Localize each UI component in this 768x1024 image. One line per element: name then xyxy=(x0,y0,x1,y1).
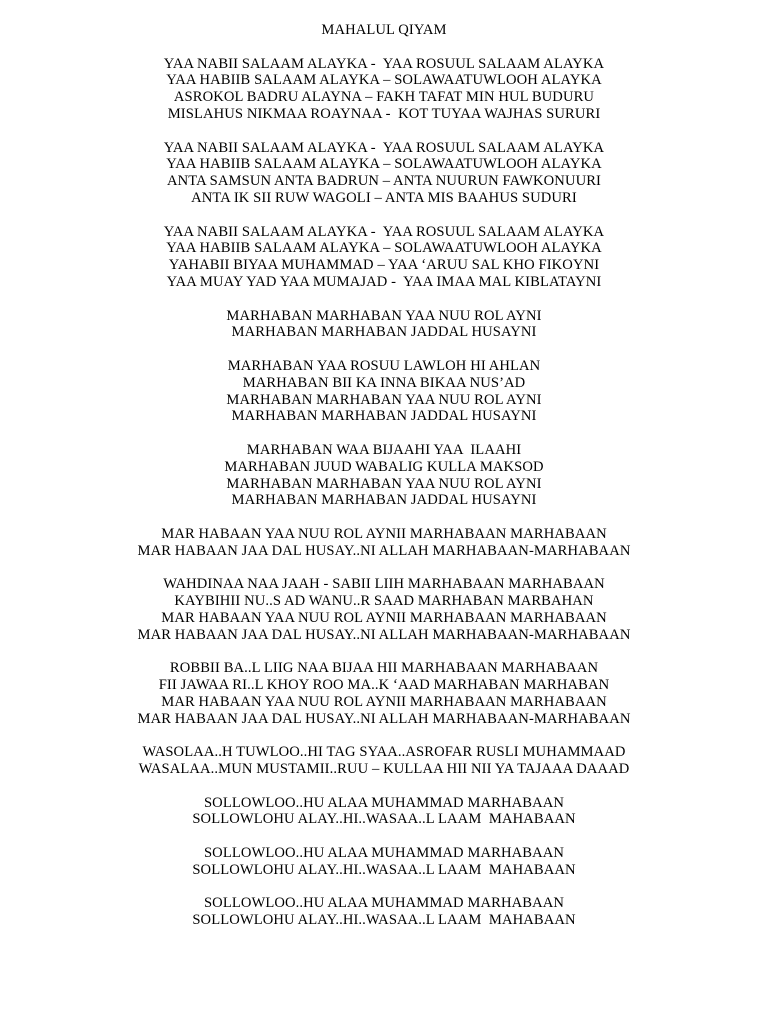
stanza-line: MAR HABAAN JAA DAL HUSAY..NI ALLAH MARHABAAN-MARHABAAN xyxy=(137,542,631,559)
stanza-line: YAA NABII SALAAM ALAYKA - YAA ROSUUL SALAAM ALAYKA xyxy=(163,139,605,156)
stanza-line: WAHDINAA NAA JAAH - SABII LIIH MARHABAAN MARHABAAN xyxy=(163,576,605,593)
stanza xyxy=(0,308,768,342)
stanza xyxy=(0,442,768,509)
stanza-line: MARHABAN MARHABAN JADDAL HUSAYNI xyxy=(231,492,537,509)
stanza-line: FII JAWAA RI..L KHOY ROO MA..K ‘AAD MARHABAN MARHABAN xyxy=(158,677,610,694)
stanza-line: YAA HABIIB SALAAM ALAYKA – SOLAWAATUWLOOH ALAYKA xyxy=(166,240,602,257)
stanza-line: SOLLOWLOO..HU ALAA MUHAMMAD MARHABAAN xyxy=(203,895,565,912)
stanza xyxy=(0,140,768,207)
stanza xyxy=(0,358,768,425)
document-page xyxy=(0,22,768,929)
stanza-line: WASOLAA..H TUWLOO..HI TAG SYAA..ASROFAR RUSLI MUHAMMAAD xyxy=(142,744,626,761)
stanza xyxy=(0,56,768,123)
stanza-line: MAR HABAAN JAA DAL HUSAY..NI ALLAH MARHABAAN-MARHABAAN xyxy=(137,626,631,643)
stanza-line: MARHABAN MARHABAN JADDAL HUSAYNI xyxy=(231,408,537,425)
stanza-line: YAA MUAY YAD YAA MUMAJAD - YAA IMAA MAL KIBLATAYNI xyxy=(166,273,602,290)
stanza-line: MISLAHUS NIKMAA ROAYNAA - KOT TUYAA WAJHAS SURURI xyxy=(167,105,601,122)
stanza-line: SOLLOWLOHU ALAY..HI..WASAA..L LAAM MAHABAAN xyxy=(192,861,576,878)
stanza-line: SOLLOWLOHU ALAY..HI..WASAA..L LAAM MAHABAAN xyxy=(192,912,576,929)
stanza-line: YAA HABIIB SALAAM ALAYKA – SOLAWAATUWLOOH ALAYKA xyxy=(166,156,602,173)
stanza-line: MARHABAN MARHABAN YAA NUU ROL AYNI xyxy=(226,391,542,408)
stanza-line: MAR HABAAN YAA NUU ROL AYNII MARHABAAN MARHABAAN xyxy=(161,693,607,710)
stanza-line: SOLLOWLOO..HU ALAA MUHAMMAD MARHABAAN xyxy=(203,794,565,811)
stanza xyxy=(0,895,768,929)
stanza-line: MARHABAN MARHABAN YAA NUU ROL AYNI xyxy=(226,307,542,324)
stanza-line: SOLLOWLOHU ALAY..HI..WASAA..L LAAM MAHABAAN xyxy=(192,811,576,828)
stanza-line: YAHABII BIYAA MUHAMMAD – YAA ‘ARUU SAL KHO FIKOYNI xyxy=(168,257,600,274)
stanza-line: MAR HABAAN YAA NUU ROL AYNII MARHABAAN MARHABAAN xyxy=(161,609,607,626)
stanza-line: SOLLOWLOO..HU ALAA MUHAMMAD MARHABAAN xyxy=(203,845,565,862)
stanza-line: WASALAA..MUN MUSTAMII..RUU – KULLAA HII NII YA TAJAAA DAAAD xyxy=(138,761,630,778)
stanza-line: MARHABAN MARHABAN YAA NUU ROL AYNI xyxy=(226,475,542,492)
stanza-line: MARHABAN BII KA INNA BIKAA NUS’AD xyxy=(242,374,526,391)
stanza xyxy=(0,744,768,778)
stanza-line: KAYBIHII NU..S AD WANU..R SAAD MARHABAN MARBAHAN xyxy=(174,593,594,610)
stanza-line: MAR HABAAN YAA NUU ROL AYNII MARHABAAN MARHABAAN xyxy=(161,525,607,542)
stanza-line: YAA NABII SALAAM ALAYKA - YAA ROSUUL SALAAM ALAYKA xyxy=(163,55,605,72)
stanza xyxy=(0,526,768,560)
stanza-line: MARHABAN YAA ROSUU LAWLOH HI AHLAN xyxy=(227,357,541,374)
stanza-line: ASROKOL BADRU ALAYNA – FAKH TAFAT MIN HUL BUDURU xyxy=(173,89,595,106)
stanza-line: MARHABAN JUUD WABALIG KULLA MAKSOD xyxy=(224,458,544,475)
stanza-list xyxy=(0,56,768,929)
stanza-line: ROBBII BA..L LIIG NAA BIJAA HII MARHABAAN MARHABAAN xyxy=(169,660,599,677)
stanza xyxy=(0,576,768,643)
stanza-line: YAA NABII SALAAM ALAYKA - YAA ROSUUL SALAAM ALAYKA xyxy=(163,223,605,240)
stanza-line: ANTA IK SII RUW WAGOLI – ANTA MIS BAAHUS SUDURI xyxy=(191,189,577,206)
stanza-line: YAA HABIIB SALAAM ALAYKA – SOLAWAATUWLOOH ALAYKA xyxy=(166,72,602,89)
stanza xyxy=(0,795,768,829)
stanza xyxy=(0,660,768,727)
stanza xyxy=(0,224,768,291)
page-title: MAHALUL QIYAM xyxy=(321,22,447,38)
stanza-line: MAR HABAAN JAA DAL HUSAY..NI ALLAH MARHABAAN-MARHABAAN xyxy=(137,710,631,727)
stanza-line: MARHABAN WAA BIJAAHI YAA ILAAHI xyxy=(246,441,522,458)
stanza-line: MARHABAN MARHABAN JADDAL HUSAYNI xyxy=(231,324,537,341)
stanza-line: ANTA SAMSUN ANTA BADRUN – ANTA NUURUN FAWKONUURI xyxy=(166,173,602,190)
stanza xyxy=(0,845,768,879)
